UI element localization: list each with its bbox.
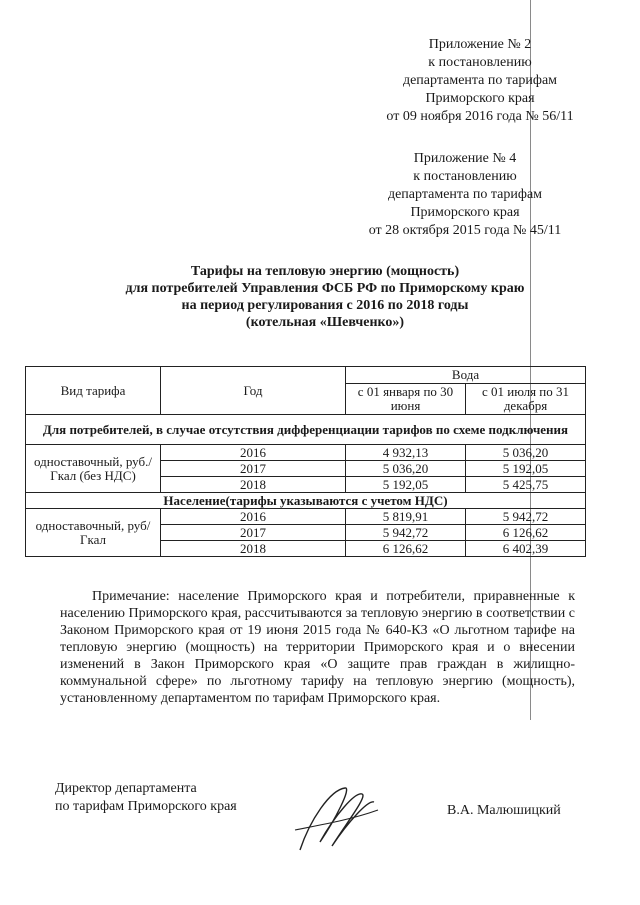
header-period-second-half: с 01 июля по 31 декабря: [466, 384, 586, 415]
cell-tariff-h1: 5 942,72: [346, 525, 466, 541]
row-tariff-type: одноставочный, руб./Гкал (без НДС): [26, 445, 161, 493]
cell-year: 2017: [161, 461, 346, 477]
annex-number: Приложение № 2: [428, 37, 532, 52]
signatory-position-line: по тарифам Приморского края: [55, 799, 237, 814]
title-line: на период регулирования с 2016 по 2018 годы: [181, 298, 469, 313]
cell-tariff-h2: 5 192,05: [466, 461, 586, 477]
cell-year: 2017: [161, 525, 346, 541]
document-title: [80, 263, 570, 331]
title-line: (котельная «Шевченко»): [245, 315, 405, 330]
cell-year: 2018: [161, 477, 346, 493]
cell-tariff-h1: 4 932,13: [346, 445, 466, 461]
section-heading-consumers: Для потребителей, в случае отсутствия дифференциации тарифов по схеме подключения: [26, 415, 586, 445]
cell-tariff-h2: 5 425,75: [466, 477, 586, 493]
header-period-first-half: с 01 января по 30 июня: [346, 384, 466, 415]
signatory-position-line: Директор департамента: [55, 781, 197, 796]
cell-tariff-h2: 5 036,20: [466, 445, 586, 461]
cell-tariff-h1: 5 192,05: [346, 477, 466, 493]
cell-tariff-h1: 6 126,62: [346, 541, 466, 557]
annex-previous-header: [345, 150, 585, 240]
annex-date: от 28 октября 2015 года № 45/11: [368, 223, 562, 238]
annex-line: к постановлению: [413, 169, 517, 184]
header-tariff-type: Вид тарифа: [26, 367, 161, 415]
annex-line: Приморского края: [425, 91, 535, 106]
annex-number: Приложение № 4: [413, 151, 517, 166]
signatory-position: [55, 780, 237, 816]
header-water: Вода: [346, 367, 586, 384]
annex-line: Приморского края: [410, 205, 520, 220]
row-tariff-type: одноставочный, руб/Гкал: [26, 509, 161, 557]
signatory-name: В.А. Малюшицкий: [447, 803, 561, 818]
annex-line: департамента по тарифам: [387, 187, 543, 202]
section-heading-population: Население(тарифы указываются с учетом НДС): [26, 493, 586, 509]
title-line: Тарифы на тепловую энергию (мощность): [190, 264, 460, 279]
annex-date: от 09 ноября 2016 года № 56/11: [386, 109, 574, 124]
handwritten-signature: [290, 780, 380, 860]
cell-tariff-h2: 5 942,72: [466, 509, 586, 525]
cell-tariff-h1: 5 036,20: [346, 461, 466, 477]
cell-year: 2016: [161, 445, 346, 461]
annex-line: к постановлению: [428, 55, 532, 70]
annex-line: департамента по тарифам: [402, 73, 558, 88]
annex-current-header: [365, 36, 595, 126]
title-line: для потребителей Управления ФСБ РФ по Приморскому краю: [125, 281, 525, 296]
cell-tariff-h1: 5 819,91: [346, 509, 466, 525]
cell-tariff-h2: 6 402,39: [466, 541, 586, 557]
note-paragraph: Примечание: население Приморского края и потребители, приравненные к населению Приморского края, рассчитываются за тепловую энергию в соответствии с Законом Приморского края от 19 июня 2015 года № 640-КЗ «О льготном тарифе на тепловую энергию (мощность) на территории Приморского края и о внесении изменений в Закон Приморского края «О защите прав граждан в жилищно-коммунальной сфере» по льготному тарифу на тепловую энергию (мощность), установленному департаментом по тарифам Приморского края.: [60, 589, 575, 706]
tariff-table: [25, 366, 586, 557]
cell-year: 2018: [161, 541, 346, 557]
cell-year: 2016: [161, 509, 346, 525]
cell-tariff-h2: 6 126,62: [466, 525, 586, 541]
header-year: Год: [161, 367, 346, 415]
